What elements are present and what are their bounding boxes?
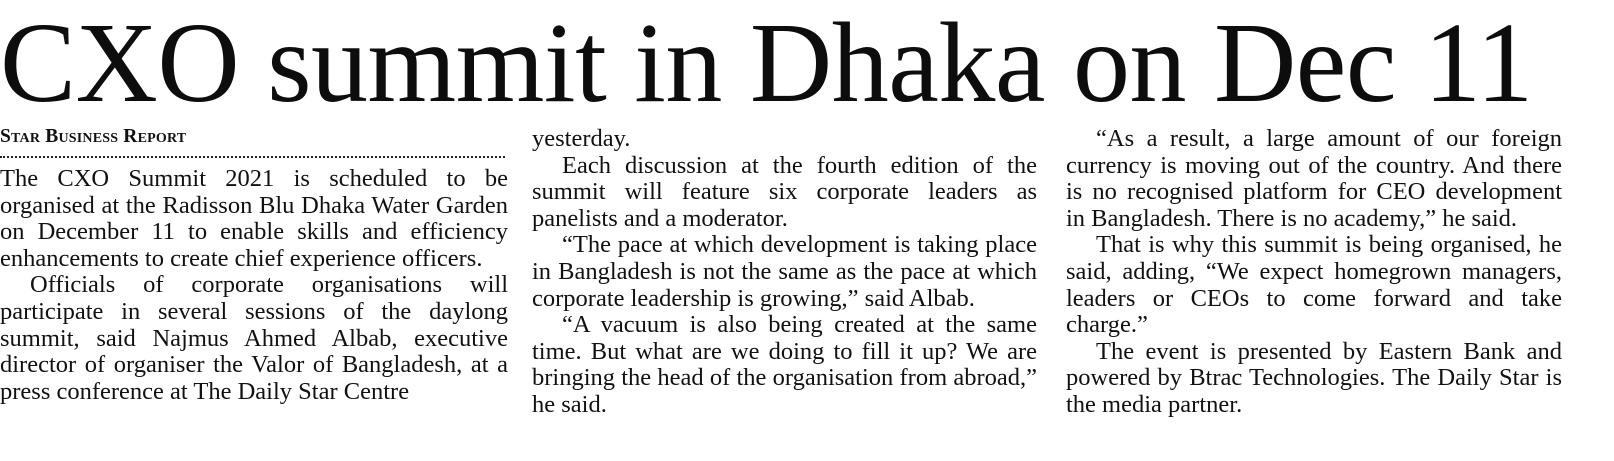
column-3 <box>1066 126 1562 419</box>
paragraph: Officials of corporate organisations will participate in several sessions of the daylong summit, said Najmus Ahmed Albab, executive director of organiser the Valor of Bangladesh, at a press conference at The Daily Star Centre <box>0 271 508 405</box>
column-2 <box>532 126 1037 419</box>
paragraph: That is why this summit is being organised, he said, adding, “We expect homegrown managers, leaders or CEOs to come forward and take charge.” <box>1066 231 1562 339</box>
paragraph: The CXO Summit 2021 is scheduled to be organised at the Radisson Blu Dhaka Water Garden on December 11 to enable skills and efficiency enhancements to create chief experience officers. <box>0 165 508 272</box>
article-body <box>0 126 1614 461</box>
paragraph: Each discussion at the fourth edition of the summit will feature six corporate leaders as panelists and a moderator. <box>532 151 1037 232</box>
paragraph: “The pace at which development is taking place in Bangladesh is not the same as the pace at which corporate leadership is growing,” said Albab. <box>532 231 1037 312</box>
headline: CXO summit in Dhaka on Dec 11 <box>0 0 1533 126</box>
paragraph: yesterday. <box>532 125 631 152</box>
byline: Star Business Report <box>0 126 505 158</box>
paragraph: “A vacuum is also being created at the same time. But what are we doing to fill it up? We are bringing the head of the organisation from abroad,” he said. <box>532 311 1037 418</box>
paragraph: The event is presented by Eastern Bank and powered by Btrac Technologies. The Daily Star is the media partner. <box>1066 337 1562 418</box>
column-1 <box>0 126 508 405</box>
paragraph: “As a result, a large amount of our foreign currency is moving out of the country. And there is no recognised platform for CEO development in Bangladesh. There is no academy,” he said. <box>1066 125 1562 232</box>
